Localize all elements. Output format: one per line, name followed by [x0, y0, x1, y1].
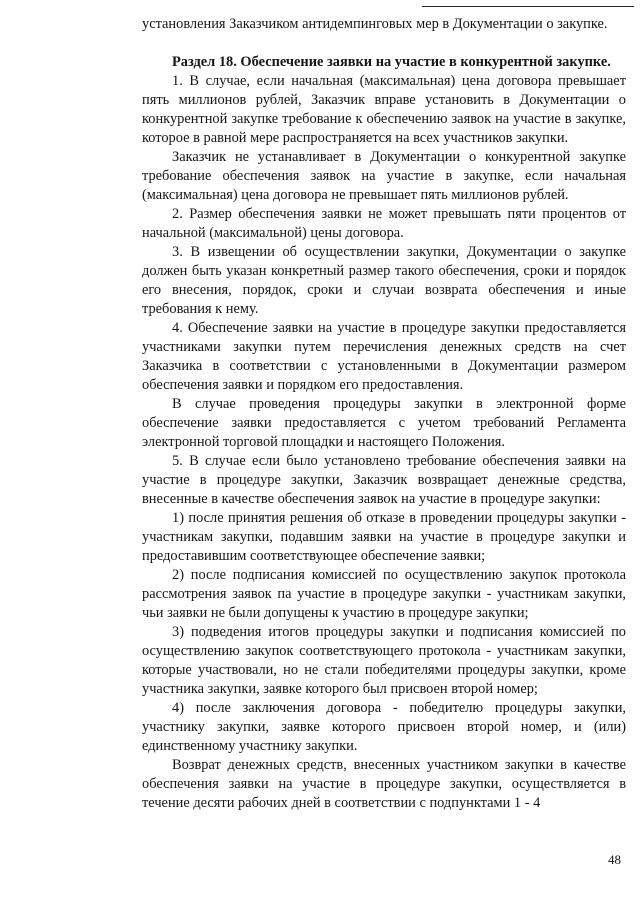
- subitem-1: 1) после принятия решения об отказе в проведении процедуры закупки - участникам закупки, подавшим заявки на участие в процедуре закупки и предоставившим соответствующее обеспечение заявки;: [142, 510, 626, 564]
- paragraph-item-4-electronic: В случае проведения процедуры закупки в электронной форме обеспечение заявки предоставляется с учетом требований Регламента электронной торговой площадки и настоящего Положения.: [142, 396, 626, 450]
- section-heading: Раздел 18. Обеспечение заявки на участие в конкурентной закупке.: [172, 54, 611, 70]
- paragraph-item-4: 4. Обеспечение заявки на участие в процедуре закупки предоставляется участниками закупки путем перечисления денежных средств на счет Заказчика в соответствии с установленными в Документации размером обеспечения заявки и порядком его предоставления.: [142, 320, 626, 393]
- paragraph-item-3: 3. В извещении об осуществлении закупки, Документации о закупке должен быть указан конкретный размер такого обеспечения, сроки и порядок его внесения, порядок, сроки и случаи возврата обеспечения и иные требования к нему.: [142, 244, 626, 317]
- subitem-4: 4) после заключения договора - победителю процедуры закупки, участнику закупки, заявке которого присвоен второй номер, и (или) единственному участнику закупки.: [142, 700, 626, 754]
- header-rule: [422, 6, 634, 7]
- paragraph-item-5: 5. В случае если было установлено требование обеспечения заявки на участие в процедуре закупки, Заказчик возвращает денежные средства, внесенные в качестве обеспечения заявок на участие в процедуре закупки:: [142, 453, 626, 507]
- paragraph-item-1: 1. В случае, если начальная (максимальная) цена договора превышает пять миллионов рублей, Заказчик вправе установить в Документации о конкурентной закупке требование к обеспечению заявок на участие в закупке, которое в равной мере распространяется на всех участников закупки.: [142, 73, 626, 146]
- paragraph-item-2: 2. Размер обеспечения заявки не может превышать пяти процентов от начальной (максимальной) цены договора.: [142, 206, 626, 241]
- page-number: 48: [608, 852, 621, 867]
- subitem-2: 2) после подписания комиссией по осуществлению закупок протокола рассмотрения заявок па участие в процедуре закупки - участникам закупки, чьи заявки не были допущены к участию в процедуре закупки;: [142, 567, 626, 621]
- paragraph-refund-term: Возврат денежных средств, внесенных участником закупки в качестве обеспечения заявки на участие в процедуре закупки, осуществляется в течение десяти рабочих дней в соответствии с подпунктами 1 - 4: [142, 757, 626, 811]
- paragraph-continuation: установления Заказчиком антидемпинговых мер в Документации о закупке.: [142, 16, 608, 32]
- paragraph-item-1-exception: Заказчик не устанавливает в Документации о конкурентной закупке требование обеспечения заявок на участие в закупке, если начальная (максимальная) цена договора не превышает пять миллионов рублей.: [142, 149, 626, 203]
- document-page: [142, 15, 626, 813]
- subitem-3: 3) подведения итогов процедуры закупки и подписания комиссией по осуществлению закупок соответствующего протокола - участникам закупки, которые участвовали, но не стали победителями процедуры закупки, кроме участника закупки, заявке которого был присвоен второй номер;: [142, 624, 626, 697]
